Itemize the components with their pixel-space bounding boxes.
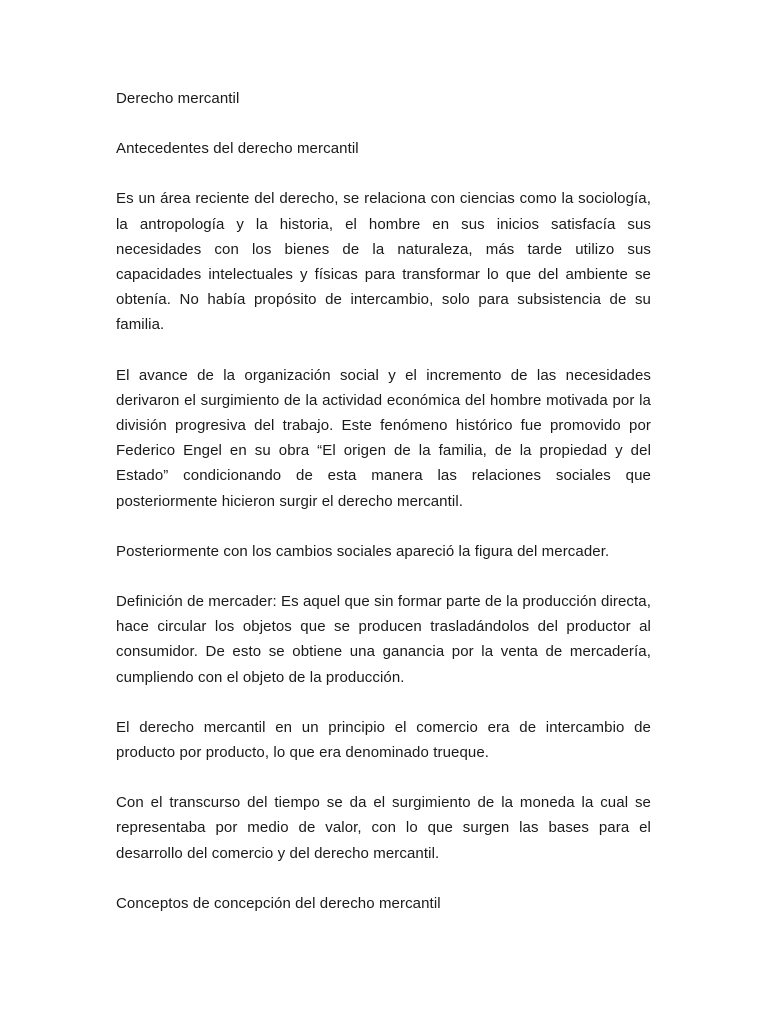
- paragraph-avance-organizacion: El avance de la organización social y el incremento de las necesidades derivaron el surgimiento de la actividad económica del hombre motivada por la división progresiva del trabajo. Este fenómeno histórico fue promovido por Federico Engel en su obra “El origen de la familia, de la propiedad y del Estado” condicionando de esta manera las relaciones sociales que posteriormente hicieron surgir el derecho mercantil.: [116, 366, 651, 510]
- section-title-antecedentes: Antecedentes del derecho mercantil: [116, 140, 359, 158]
- paragraph-definicion-mercader: Definición de mercader: Es aquel que sin formar parte de la producción directa, hace circular los objetos que se producen trasladándolos del productor al consumidor. De esto se obtiene una ganancia por la venta de mercadería, cumpliendo con el objeto de la producción.: [116, 593, 651, 686]
- paragraph-moneda: Con el transcurso del tiempo se da el surgimiento de la moneda la cual se representaba por medio de valor, con lo que surgen las bases para el desarrollo del comercio y del derecho mercantil.: [116, 794, 651, 862]
- section-title-conceptos: Conceptos de concepción del derecho mercantil: [116, 894, 441, 912]
- paragraph-area-reciente: Es un área reciente del derecho, se relaciona con ciencias como la sociología, la antropología y la historia, el hombre en sus inicios satisfacía sus necesidades con los bienes de la naturaleza, más tarde utilizo sus capacidades intelectuales y físicas para transformar lo que del ambiente se obtenía. No había propósito de intercambio, solo para subsistencia de su familia.: [116, 190, 651, 334]
- paragraph-trueque: El derecho mercantil en un principio el comercio era de intercambio de producto por producto, lo que era denominado trueque.: [116, 718, 651, 762]
- paragraph-figura-mercader: Posteriormente con los cambios sociales apareció la figura del mercader.: [116, 542, 610, 560]
- document-title: Derecho mercantil: [116, 90, 240, 107]
- document-body: [116, 86, 651, 941]
